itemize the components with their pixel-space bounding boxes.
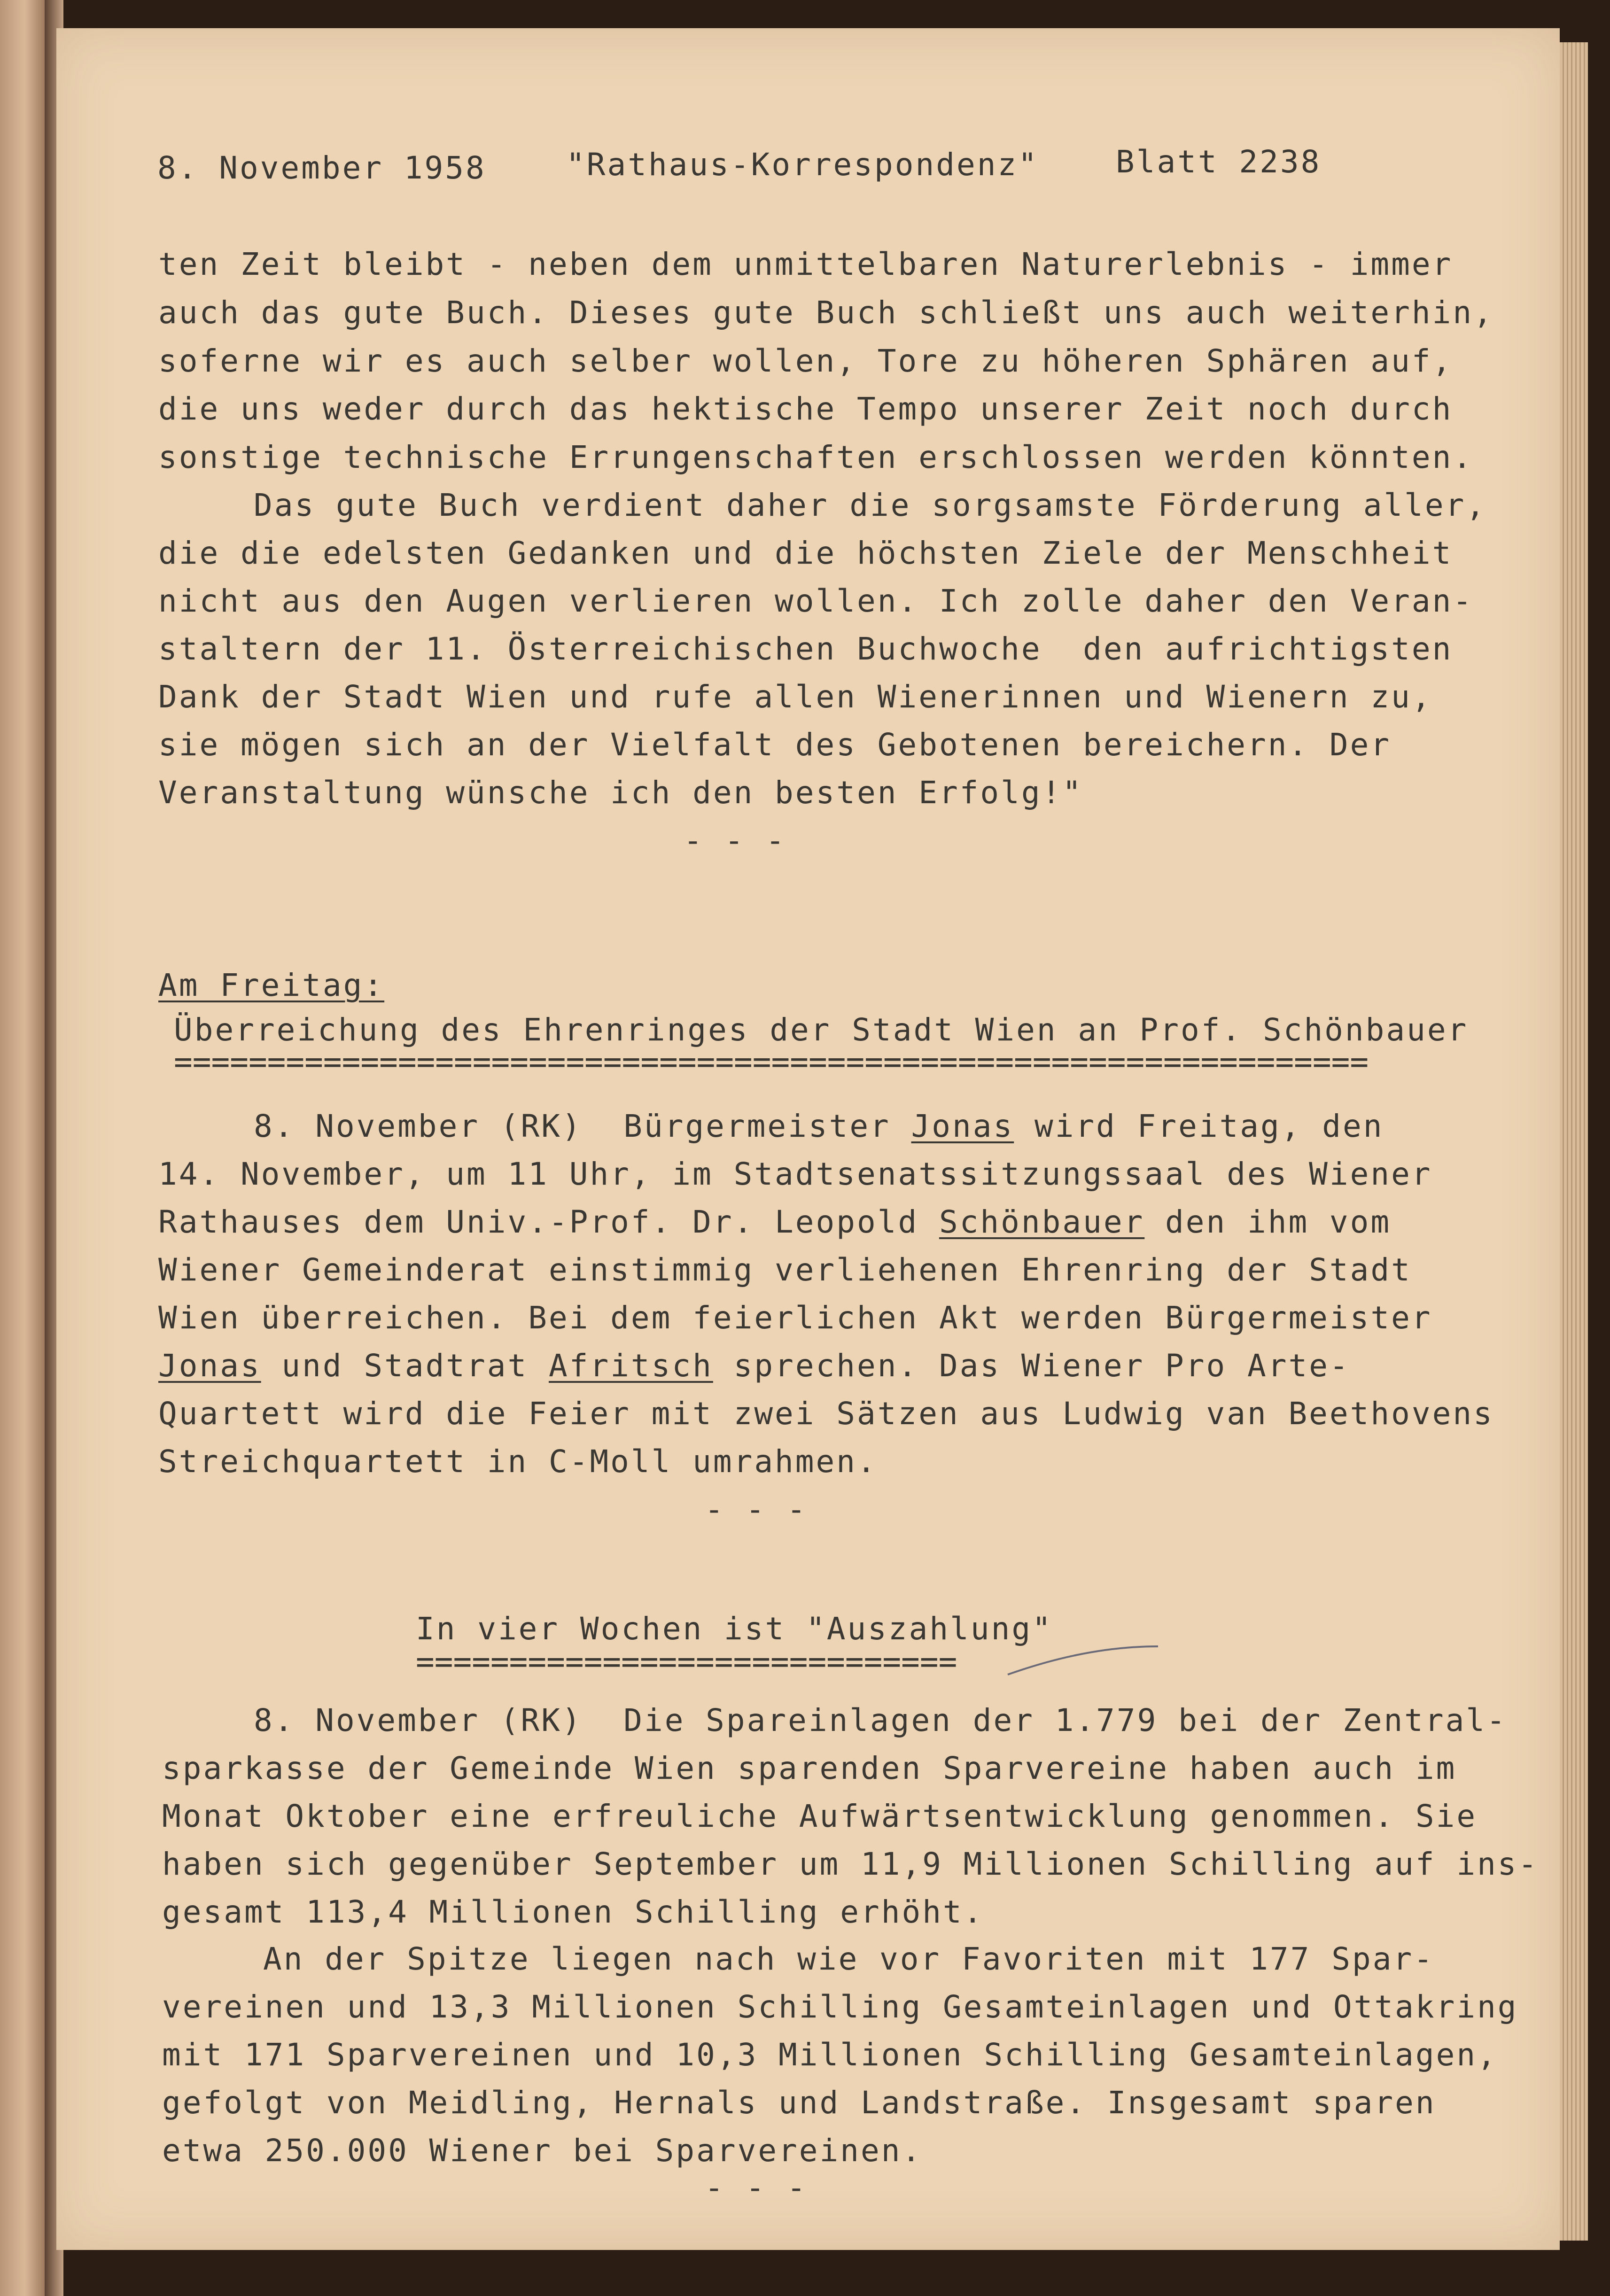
article-headline: In vier Wochen ist "Auszahlung" [416, 1611, 1053, 1647]
body-line: Wien überreichen. Bei dem feierlichen Akt werden Bürgermeister [158, 1300, 1432, 1336]
body-line: Jonas und Stadtrat Afritsch sprechen. Das Wiener Pro Arte- [158, 1348, 1350, 1384]
body-line: Wiener Gemeinderat einstimmig verliehenen Ehrenring der Stadt [158, 1252, 1412, 1288]
body-line: die uns weder durch das hektische Tempo unserer Zeit noch durch [158, 391, 1453, 427]
body-line: etwa 250.000 Wiener bei Sparvereinen. [162, 2133, 923, 2169]
body-line: soferne wir es auch selber wollen, Tore zu höheren Sphären auf, [158, 343, 1453, 379]
body-line: gesamt 113,4 Millionen Schilling erhöht. [162, 1894, 984, 1930]
body-line: Rathauses dem Univ.-Prof. Dr. Leopold Schönbauer den ihm vom [158, 1204, 1392, 1240]
header-publication: "Rathaus-Korrespondenz" [566, 147, 1039, 183]
person-name: Jonas [158, 1348, 261, 1384]
body-line: sonstige technische Errungenschaften erschlossen werden könnten. [158, 439, 1474, 475]
body-line: die die edelsten Gedanken und die höchsten Ziele der Menschheit [158, 535, 1453, 571]
body-line: Streichquartett in C-Moll umrahmen. [158, 1443, 878, 1480]
body-line: 14. November, um 11 Uhr, im Stadtsenatssitzungssaal des Wiener [158, 1156, 1432, 1192]
headline-double-rule: ============================= [416, 1646, 957, 1677]
body-line: gefolgt von Meidling, Hernals und Landstraße. Insgesamt sparen [162, 2085, 1436, 2121]
person-name: Afritsch [548, 1348, 713, 1384]
body-line: Veranstaltung wünsche ich den besten Erfolg!" [158, 775, 1083, 811]
body-line: sie mögen sich an der Vielfalt des Gebotenen bereichern. Der [158, 727, 1392, 763]
binding-edge [0, 0, 45, 2296]
section-kicker: Am Freitag: [158, 967, 385, 1003]
header-date: 8. November 1958 [157, 150, 486, 186]
section-separator: - - - [705, 2170, 808, 2206]
body-line: mit 171 Sparvereinen und 10,3 Millionen Schilling Gesamteinlagen, [162, 2037, 1498, 2073]
body-line: vereinen und 13,3 Millionen Schilling Gesamteinlagen und Ottakring [162, 1989, 1518, 2025]
body-line: haben sich gegenüber September um 11,9 Millionen Schilling auf ins- [162, 1846, 1539, 1882]
body-line: Monat Oktober eine erfreuliche Aufwärtsentwicklung genommen. Sie [162, 1798, 1478, 1834]
pencil-mark [1005, 1635, 1160, 1677]
body-line: Dank der Stadt Wien und rufe allen Wienerinnen und Wienern zu, [158, 679, 1432, 715]
page-stack-edge [1560, 42, 1588, 2241]
body-line: auch das gute Buch. Dieses gute Buch schließt uns auch weiterhin, [158, 295, 1494, 331]
body-line: An der Spitze liegen nach wie vor Favoriten mit 177 Spar- [263, 1941, 1434, 1977]
body-line: staltern der 11. Österreichischen Buchwoche den aufrichtigsten [158, 631, 1453, 667]
person-name: Schönbauer [939, 1204, 1145, 1240]
body-line: 8. November (RK) Bürgermeister Jonas wird Freitag, den [254, 1108, 1384, 1144]
body-line: Das gute Buch verdient daher die sorgsamste Förderung aller, [254, 487, 1487, 523]
body-line: Quartett wird die Feier mit zwei Sätzen aus Ludwig van Beethovens [158, 1396, 1494, 1432]
body-line: 8. November (RK) Die Spareinlagen der 1.779 bei der Zentral- [254, 1702, 1507, 1738]
body-line: nicht aus den Augen verlieren wollen. Ich zolle daher den Veran- [158, 583, 1474, 619]
headline-double-rule: ================================================================ [174, 1047, 1369, 1078]
header-sheet: Blatt 2238 [1116, 144, 1322, 180]
body-line: ten Zeit bleibt - neben dem unmittelbaren Naturerlebnis - immer [158, 246, 1453, 282]
person-name: Jonas [911, 1108, 1014, 1144]
section-separator: - - - [705, 1491, 808, 1528]
article-headline: Überreichung des Ehrenringes der Stadt Wien an Prof. Schönbauer [174, 1012, 1469, 1048]
section-separator: - - - [684, 822, 786, 859]
body-line: sparkasse der Gemeinde Wien sparenden Sparvereine haben auch im [162, 1750, 1457, 1786]
